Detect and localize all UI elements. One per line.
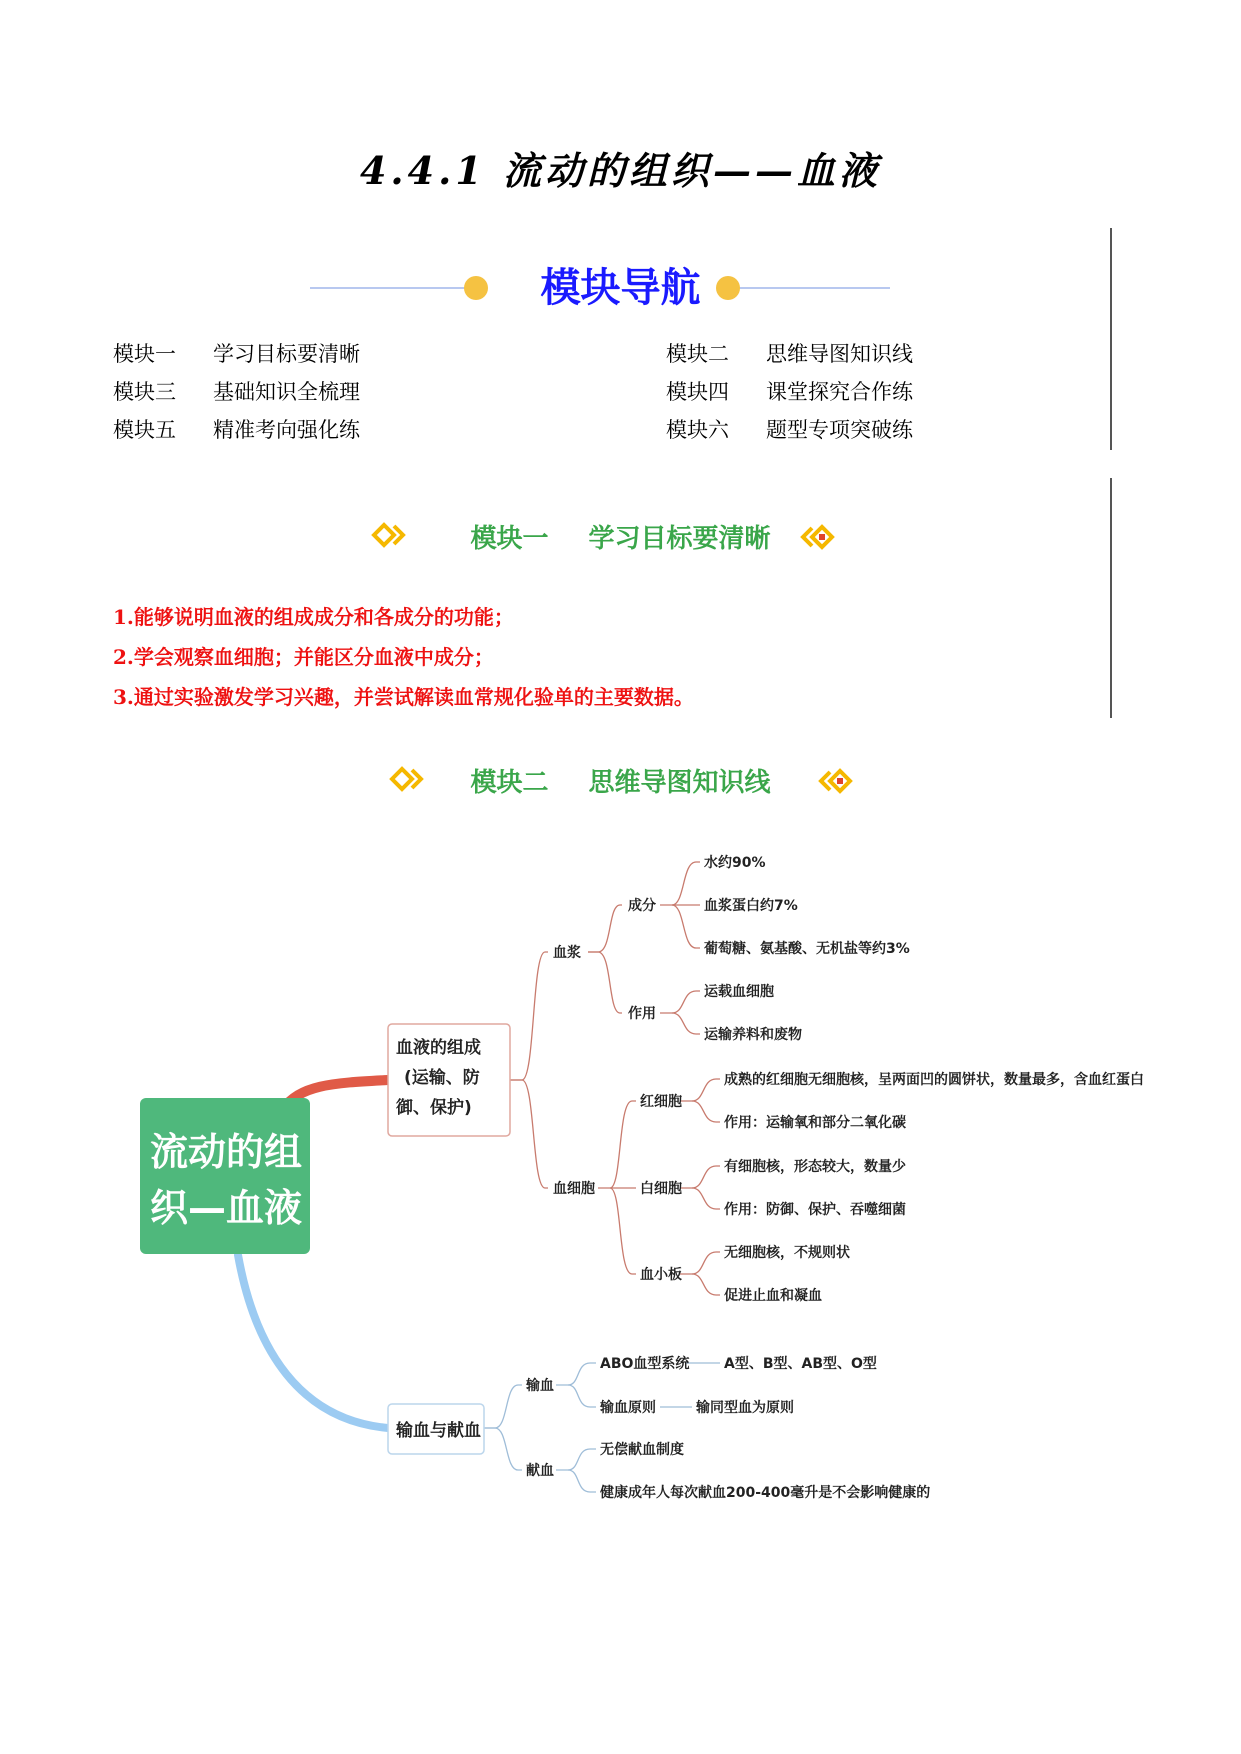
- plasma-label: 血浆: [553, 945, 581, 961]
- section-1-label: 学习目标要清晰: [588, 524, 771, 554]
- rbc-desc-leaf: 成熟的红细胞无细胞核，呈两面凹的圆饼状，数量最多，含血红蛋白: [724, 1072, 1144, 1088]
- nav-heading: 模块导航: [540, 265, 701, 311]
- nav-item-label: 基础知识全梳理: [213, 380, 360, 404]
- abo-leaf: ABO血型系统: [600, 1356, 690, 1372]
- section-2-label: 思维导图知识线: [588, 768, 771, 798]
- free-donation-leaf: 无偿献血制度: [600, 1442, 684, 1458]
- nav-item-label: 学习目标要清晰: [213, 342, 360, 366]
- goal-item: 3.通过实验激发学习兴趣，并尝试解读血常规化验单的主要数据。: [113, 685, 694, 709]
- carry-cells-leaf: 运载血细胞: [704, 984, 774, 1000]
- platelet-func-leaf: 促进止血和凝血: [724, 1288, 822, 1304]
- nav-item-num: 模块二: [666, 342, 729, 366]
- nav-item-num: 模块三: [113, 380, 176, 404]
- rbc-label: 红细胞: [640, 1094, 682, 1110]
- transfusion-donation-label: 输血与献血: [396, 1421, 481, 1441]
- nav-item-num: 模块四: [666, 380, 729, 404]
- root-label-line2: 织—血液: [150, 1186, 303, 1230]
- transport-leaf: 运输养料和废物: [704, 1027, 802, 1043]
- rbc-func-leaf: 作用：运输氧和部分二氧化碳: [724, 1115, 906, 1131]
- wbc-desc-leaf: 有细胞核，形态较大，数量少: [724, 1159, 906, 1175]
- transfusion-donation-node: [388, 1404, 484, 1454]
- goal-item: 1.能够说明血液的组成成分和各成分的功能；: [113, 605, 514, 629]
- wbc-label: 白细胞: [640, 1181, 682, 1197]
- abo-types-leaf: A型、B型、AB型、O型: [724, 1356, 877, 1372]
- composition-node: [388, 1024, 510, 1136]
- root-label-line1: 流动的组: [150, 1130, 303, 1174]
- nav-item-label: 思维导图知识线: [766, 342, 913, 366]
- healthy-donation-leaf: 健康成年人每次献血200-400毫升是不会影响健康的: [600, 1485, 931, 1501]
- function-label: 作用: [628, 1006, 656, 1022]
- nav-item-label: 课堂探究合作练: [766, 380, 913, 404]
- section-2-num: 模块二: [470, 768, 549, 798]
- water-leaf: 水约90%: [704, 855, 766, 871]
- goal-item: 2.学会观察血细胞；并能区分血液中成分；: [113, 645, 494, 669]
- wbc-func-leaf: 作用：防御、保护、吞噬细菌: [724, 1202, 906, 1218]
- nav-item-label: 精准考向强化练: [213, 418, 360, 442]
- donation-label: 献血: [526, 1463, 554, 1479]
- nav-item-num: 模块六: [666, 418, 729, 442]
- document-title: 4.4.1 流动的组织——血液: [359, 148, 881, 193]
- nav-item-num: 模块五: [113, 418, 176, 442]
- composition-label-line3: 御、保护): [396, 1098, 472, 1118]
- principle-value-leaf: 输同型血为原则: [696, 1400, 794, 1416]
- platelet-desc-leaf: 无细胞核，不规则状: [724, 1245, 850, 1261]
- principle-leaf: 输血原则: [600, 1400, 656, 1416]
- transfusion-label: 输血: [526, 1378, 554, 1394]
- components-label: 成分: [628, 898, 656, 914]
- blood-cells-label: 血细胞: [553, 1181, 595, 1197]
- glucose-leaf: 葡萄糖、氨基酸、无机盐等约3%: [704, 941, 910, 957]
- platelet-label: 血小板: [640, 1267, 682, 1283]
- nav-item-label: 题型专项突破练: [766, 418, 913, 442]
- nav-item-num: 模块一: [113, 342, 176, 366]
- protein-leaf: 血浆蛋白约7%: [704, 898, 798, 914]
- composition-label-line1: 血液的组成: [396, 1038, 481, 1058]
- composition-label-line2: (运输、防: [404, 1068, 480, 1088]
- section-1-num: 模块一: [470, 524, 549, 554]
- mind-map-root: [140, 1098, 310, 1254]
